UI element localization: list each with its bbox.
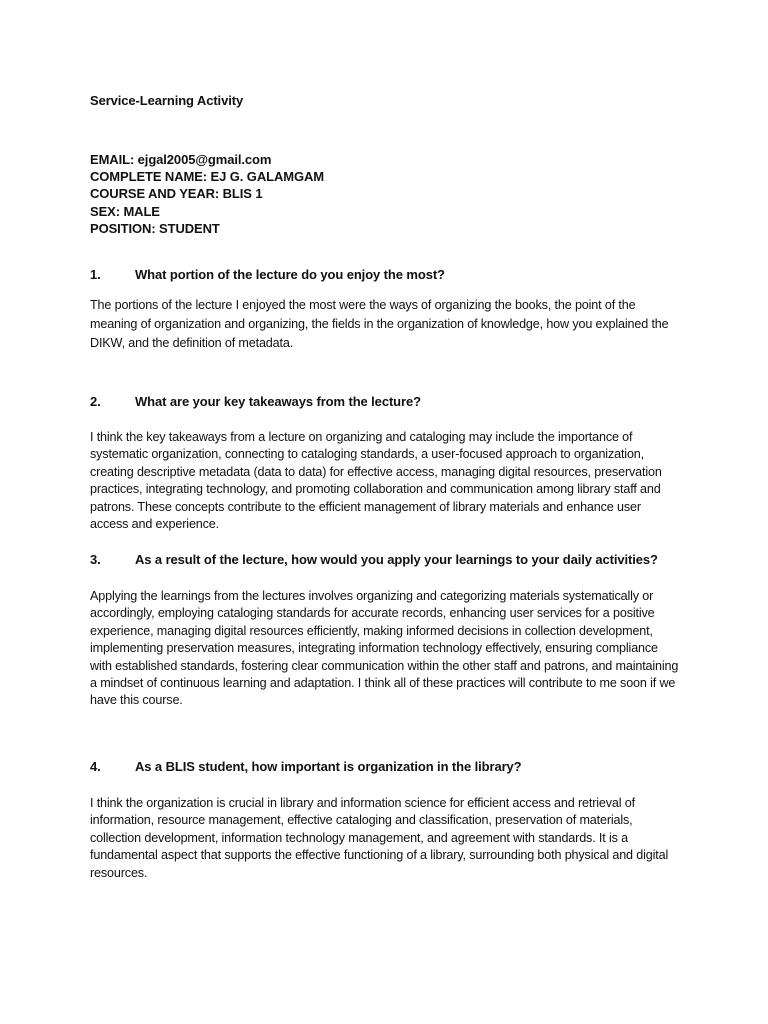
sex-line: SEX: MALE xyxy=(90,203,160,219)
answer-1-text: The portions of the lecture I enjoyed the most were the ways of organizing the books, the point of the meaning of organization and organizing, the fields in the organization of knowledge, how you explained the DIKW, and the definition of metadata. xyxy=(90,298,669,350)
document-title: Service-Learning Activity xyxy=(90,93,244,108)
question-4-text: As a BLIS student, how important is organization in the library? xyxy=(135,759,522,774)
student-info-block xyxy=(90,151,690,237)
question-1-text: What portion of the lecture do you enjoy the most? xyxy=(135,267,445,282)
question-2-text: What are your key takeaways from the lecture? xyxy=(135,394,421,409)
question-2-number: 2. xyxy=(90,394,101,409)
complete-name-line: COMPLETE NAME: EJ G. GALAMGAM xyxy=(90,169,324,185)
question-2-heading xyxy=(90,394,690,409)
answer-4-text: I think the organization is crucial in library and information science for efficient access and retrieval of information, resource management, effective cataloging and classification, preservation of materials, collection development, information technology management, and agreement with standards. It is a fundamental aspect that supports the effective functioning of a library, surrounding both physical and digital resources. xyxy=(90,796,669,880)
answer-3-text: Applying the learnings from the lectures involves organizing and categorizing materials systematically or accordingly, employing cataloging standards for accurate records, enhancing user services for a positive experience, managing digital resources efficiently, making informed decisions in collection development, implementing preservation measures, integrating information technology effectively, ensuring compliance with established standards, fostering clear communication within the other staff and patrons, and maintaining a mindset of continuous learning and adaptation. I think all of these practices will contribute to me soon if we have this course. xyxy=(90,589,679,708)
course-year-line: COURSE AND YEAR: BLIS 1 xyxy=(90,186,263,202)
position-line: POSITION: STUDENT xyxy=(90,220,220,236)
question-3-heading xyxy=(90,552,690,567)
question-3-number: 3. xyxy=(90,552,101,567)
question-4-heading xyxy=(90,759,690,774)
email-line: EMAIL: ejgal2005@gmail.com xyxy=(90,152,272,167)
question-4-number: 4. xyxy=(90,759,101,774)
question-3-text: As a result of the lecture, how would you apply your learnings to your daily activities? xyxy=(135,552,658,567)
question-1-number: 1. xyxy=(90,267,101,282)
question-1-heading xyxy=(90,267,690,282)
answer-2-text: I think the key takeaways from a lecture on organizing and cataloging may include the importance of systematic organization, connecting to cataloging standards, a user-focused approach to organization, creating descriptive metadata (data to data) for effective access, managing digital resources, preservation practices, integrating technology, and promoting collaboration and communication among library staff and patrons. These concepts contribute to the efficient management of library materials and enhance user access and experience. xyxy=(90,430,662,532)
